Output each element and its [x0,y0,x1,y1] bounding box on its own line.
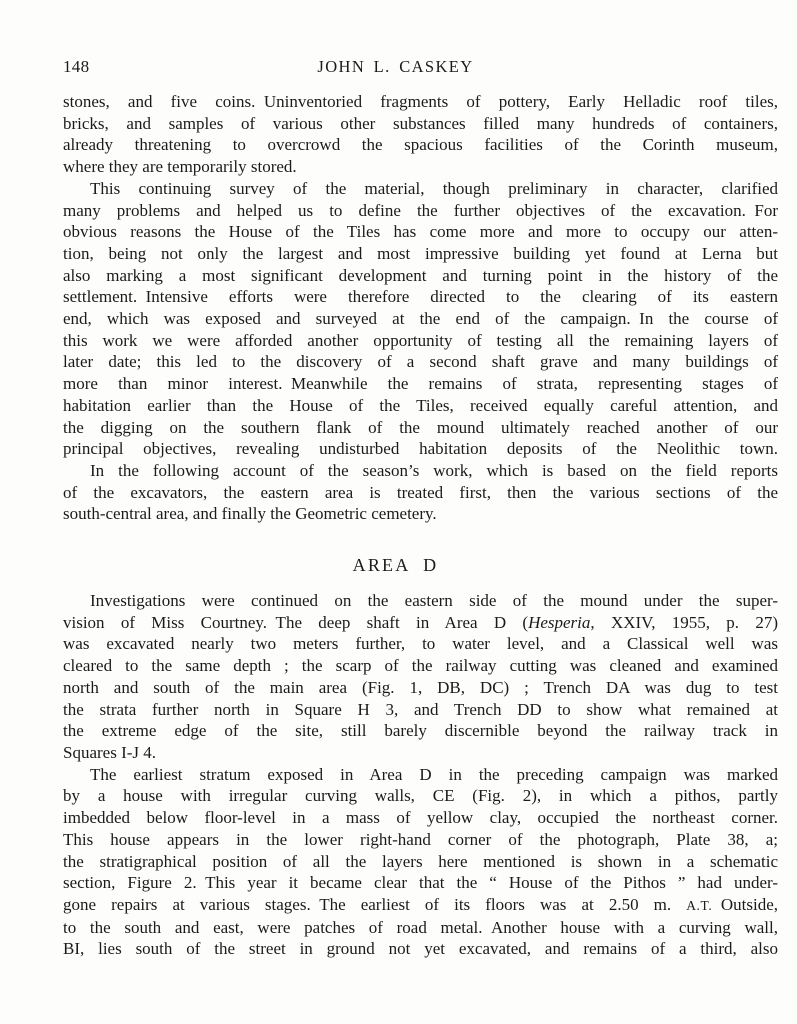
text-line: bricks, and samples of various other substances filled many hundreds of containers, [63,113,778,133]
text-line: This house appears in the lower right-hand corner of the photograph, Plate 38, a; [63,829,778,849]
text-line: Squares I-J 4. [63,742,157,762]
text-line: principal objectives, revealing undisturbed habitation deposits of the Neolithic town. [63,439,778,459]
paragraph [63,590,778,764]
text-line: already threatening to overcrowd the spacious facilities of the Corinth museum, [63,135,778,155]
article-body [63,91,778,960]
paragraph [63,764,778,960]
text-line: In the following account of the season’s work, which is based on the field reports [90,460,778,480]
section-heading: AREA D [352,555,439,576]
text: vision of Miss Courtney. The deep shaft in Area D ( [63,612,529,632]
text-line: north and south of the main area (Fig. 1, DB, DC) ; Trench DA was dug to test [63,677,778,697]
text-line: obvious reasons the House of the Tiles has come more and more to occupy our atten- [63,222,778,242]
page-number: 148 [63,57,90,76]
text-line: by a house with irregular curving walls, CE (Fig. 2), in which a pithos, partly [63,786,778,806]
text-line: The earliest stratum exposed in Area D in the preceding campaign was marked [90,764,778,784]
text-line [63,894,778,917]
text: , XXIV, 1955, p. 27) [590,612,778,632]
text-line: the extreme edge of the site, still barely discernible beyond the railway track in [63,721,778,741]
text-line: cleared to the same depth ; the scarp of the railway cutting was cleaned and examined [63,656,778,676]
text-line: to the south and east, were patches of road metal. Another house with a curving wall, [63,917,778,937]
text-line: imbedded below floor-level in a mass of yellow clay, occupied the northeast corner. [63,808,778,828]
text-line: was excavated nearly two meters further, to water level, and a Classical well was [63,634,778,654]
text-line: of the excavators, the eastern area is treated first, then the various sections of the [63,482,778,502]
text-line: more than minor interest. Meanwhile the remains of strata, representing stages of [63,374,778,394]
text-line: section, Figure 2. This year it became clear that the “ House of the Pithos ” had under- [63,873,778,893]
text: Outside, [712,894,778,914]
text-line: the strata further north in Square H 3, and Trench DD to show what remained at [63,699,778,719]
text-line: many problems and helped us to define the further objectives of the excavation. For [63,200,778,220]
text-line: south-central area, and finally the Geometric cemetery. [63,504,437,524]
small-caps-text: A.T. [686,897,713,913]
text-line: end, which was exposed and surveyed at the end of the campaign. In the course of [63,309,778,329]
text-line: where they are temporarily stored. [63,157,297,177]
text-line: stones, and five coins. Uninventoried fragments of pottery, Early Helladic roof tiles, [63,92,778,111]
text-line: This continuing survey of the material, though preliminary in character, clarified [90,178,778,198]
paragraph [63,91,778,178]
text-line [63,612,778,634]
text-line: Investigations were continued on the eastern side of the mound under the super- [90,591,778,611]
text-line: the stratigraphical position of all the layers here mentioned is shown in a schematic [63,851,778,871]
italic-text: Hesperia [528,612,591,632]
text-line: tion, being not only the largest and most impressive building yet found at Lerna but [63,243,778,263]
text-line: habitation earlier than the House of the Tiles, received equally careful attention, and [63,395,778,415]
running-head-author: JOHN L. CASKEY [317,57,474,76]
text: gone repairs at various stages. The earliest of its floors was at 2.50 m. [63,894,687,914]
text-line: later date; this led to the discovery of a second shaft grave and many buildings of [63,352,778,372]
paragraph [63,178,778,460]
page-header [63,57,778,79]
text-line: this work we were afforded another opportunity of testing all the remaining layers of [63,330,778,350]
text-line: the digging on the southern flank of the mound ultimately reached another of our [63,417,778,437]
text-line: BI, lies south of the street in ground not yet excavated, and remains of a third, also [63,939,778,959]
text-line: settlement. Intensive efforts were therefore directed to the clearing of its eastern [63,287,778,307]
text-line: also marking a most significant development and turning point in the history of the [63,265,778,285]
paragraph [63,460,778,525]
